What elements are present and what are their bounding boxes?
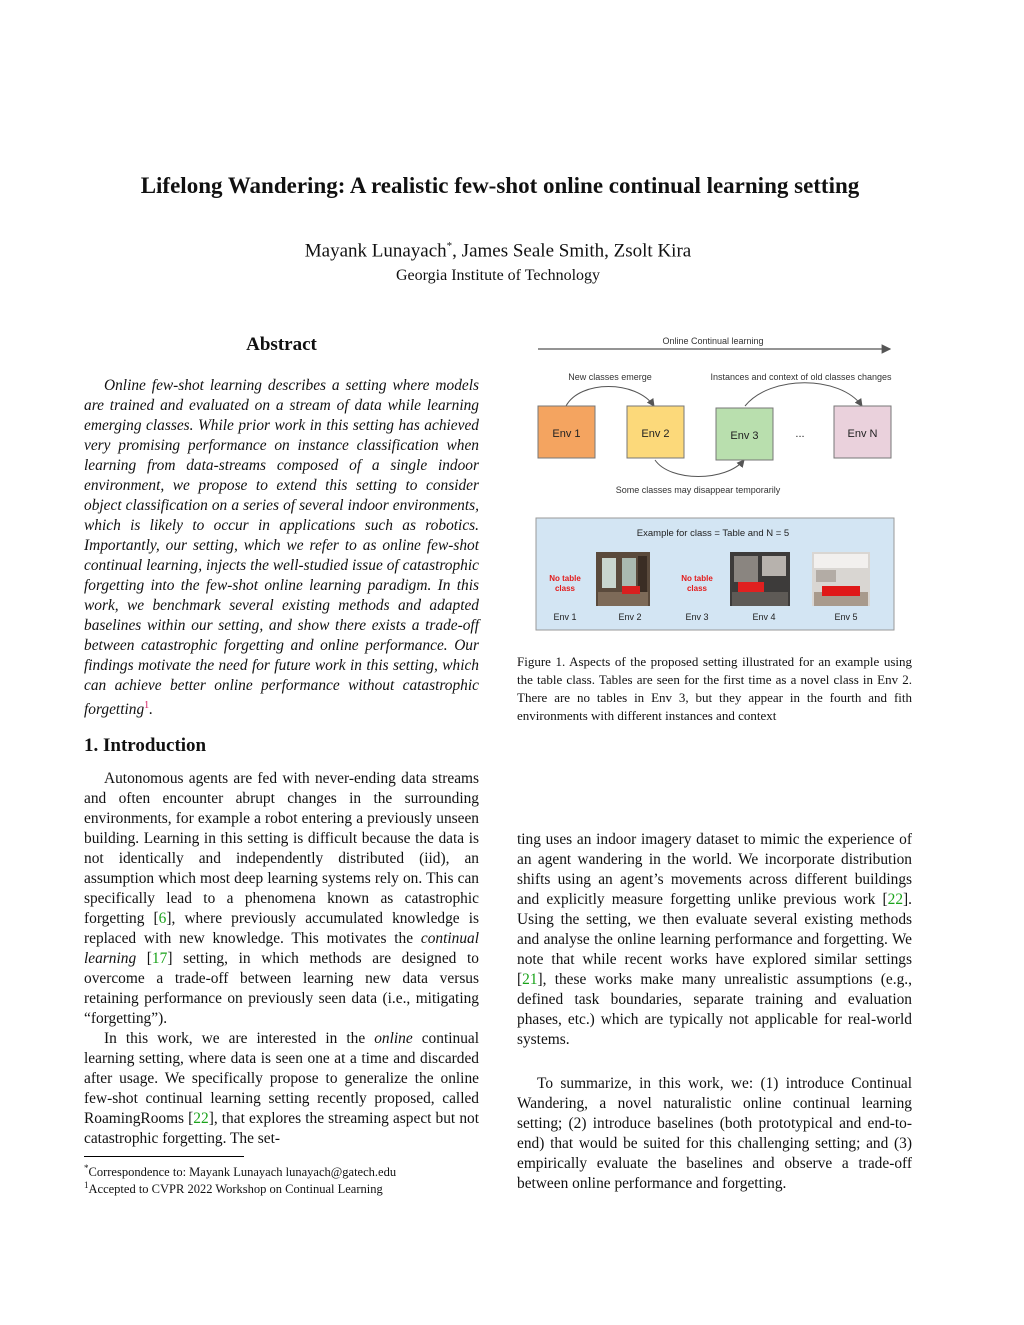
env-ellipsis: ... — [795, 428, 805, 440]
intro-p3-text: ], these works make many unrealistic assumptions (e.g., defined task boundaries, separate training and evaluation phases, etc.) which are typically not applicable for real-world systems. — [517, 971, 912, 1048]
abstract-heading: Abstract — [246, 334, 317, 355]
citation-link[interactable]: 6 — [158, 910, 167, 927]
figure-caption: Figure 1. Aspects of the proposed setting illustrated for an example using the table class. Tables are seen for the first time as a novel class in Env 2. There are no tables in Env 3, but they appear in the fourth and fith environments with different instances and context — [517, 654, 912, 723]
bottom-env-label: Env 3 — [685, 612, 709, 622]
online-cl-label: Online Continual learning — [662, 336, 764, 346]
intro-right-body — [517, 830, 912, 1050]
abstract-text: Online few-shot learning describes a setting where models are trained and evaluated on a stream of data while learning emerging classes. While prior work in this setting has achieved very promising performance on instance classification when learning from data-streams composed of a single indoor environment, we propose to extend this setting to consider object classification on a series of several indoor environments, which is likely to occur in applications such as robotics. Importantly, our setting, which we refer to as online few-shot continual learning, injects the well-studied issue of catastrophic forgetting into the few-shot online learning paradigm. In this work, we benchmark several existing methods and adapted baselines within our setting, and show there exists a trade-off between catastrophic forgetting and online performance. Our findings motivate the need for future work in this setting, which can achieve better online performance without catastrophic forgetting — [84, 377, 479, 719]
env-box-label: Env 3 — [730, 430, 759, 442]
author-rest: , James Seale Smith, Zsolt Kira — [452, 240, 692, 262]
intro-p1-text: ] setting, in which methods are designed to overcome a trade-off between learning new data versus retaining performance on previously seen data (i.e., mitigating “forgetting”). — [84, 950, 479, 1027]
abstract-paragraph — [84, 376, 479, 720]
author-mark: * — [446, 240, 453, 252]
bottom-env-label: Env 4 — [752, 612, 776, 622]
no-table-env3-line1: No table — [681, 574, 713, 583]
disappear-label: Some classes may disappear temporarily — [615, 485, 781, 495]
arc-env3-envn — [745, 383, 862, 406]
intro-paragraph-1 — [84, 769, 479, 1029]
arc-env2-env4 — [655, 460, 744, 477]
intro-paragraph-3 — [517, 830, 912, 1050]
author-first: Mayank Lunayach — [304, 240, 447, 262]
intro-left-body — [84, 769, 479, 1149]
env5-photo — [812, 552, 870, 606]
example-title: Example for class = Table and N = 5 — [636, 528, 790, 539]
citation-link[interactable]: 22 — [887, 891, 904, 908]
env-box-label: Env 1 — [552, 428, 581, 440]
footnote-1-text: Correspondence to: Mayank Lunayach lunayach@gatech.edu — [88, 1165, 397, 1180]
env-box-label: Env 2 — [641, 428, 670, 440]
abstract-end: . — [149, 701, 153, 719]
citation-link[interactable]: 17 — [151, 950, 168, 967]
footnote-1-mark: * — [84, 1163, 89, 1173]
abstract-body — [84, 376, 479, 720]
env-boxes — [538, 406, 891, 460]
citation-link[interactable]: 22 — [193, 1110, 209, 1127]
no-table-env1-line1: No table — [549, 574, 581, 583]
intro-p2-text: In this work, we are interested in the — [104, 1030, 375, 1047]
intro-p2-text: continual learning setting, where data is seen one at a time and discarded after usage. We specifically propose to generalize the online few-shot continual learning setting recently proposed, called RoamingRooms [ — [84, 1030, 479, 1127]
footnote-divider — [84, 1156, 244, 1157]
new-classes-label: New classes emerge — [568, 372, 652, 382]
no-table-env1-line2: class — [554, 584, 576, 593]
footnote-2-text: Accepted to CVPR 2022 Workshop on Continual Learning — [88, 1182, 383, 1197]
intro-p1-emphasis: continual learning — [84, 930, 479, 967]
footnote-link[interactable]: 1 — [144, 700, 150, 711]
figure-1 — [530, 330, 900, 632]
bottom-env-label: Env 1 — [553, 612, 577, 622]
footnote-2-mark: 1 — [84, 1180, 89, 1190]
no-table-env3-line2: class — [686, 584, 708, 593]
bottom-env-label: Env 2 — [618, 612, 642, 622]
arc-env1-env2 — [566, 387, 654, 407]
intro-p1-text: ], where previously accumulated knowledge is replaced with new knowledge. This motivates the — [84, 910, 480, 947]
intro-p2-emphasis: online — [374, 1030, 413, 1047]
env2-photo — [596, 552, 650, 606]
intro-paragraph-4: To summarize, in this work, we: (1) introduce Continual Wandering, a novel naturalistic online continual learning setting; (2) introduce baselines (both prototypical and end-to-end) that would be suited for this challenging setting; and (3) empirically evaluate the baselines and observe a trade-off between online performance and forgetting. — [517, 1075, 912, 1192]
affiliation: Georgia Institute of Technology — [395, 267, 601, 284]
env4-photo — [730, 552, 790, 606]
paper-title: Lifelong Wandering: A realistic few-shot online continual learning setting — [140, 173, 860, 198]
intro-p3-text: ting uses an indoor imagery dataset to mimic the experience of an agent wandering in the world. We incorporate distribution shifts using an agent’s movements across different buildings and explicitly measure forgetting unlike previous work [ — [517, 831, 912, 908]
instances-change-label: Instances and context of old classes changes — [710, 372, 892, 382]
intro-p3-text: ]. Using the setting, we then evaluate several existing methods and analyse the online learning performance and forgetting. We note that while recent works have explored similar settings [ — [517, 891, 912, 988]
intro-paragraph-2 — [84, 1029, 479, 1149]
author-list — [0, 240, 996, 262]
intro-p1-text: Autonomous agents are fed with never-ending data streams and often encounter abrupt changes in the surrounding environments, for example a robot entering a previously unseen building. Learning in this setting is difficult because the data is not identically and independently distributed (iid), an assumption which most deep learning systems rely on. This can specifically lead to a phenomena known as catastrophic forgetting [ — [84, 770, 479, 927]
env-box-label: Env N — [847, 428, 878, 440]
intro-p1-text: [ — [136, 950, 152, 967]
intro-heading: 1. Introduction — [84, 735, 207, 756]
citation-link[interactable]: 21 — [522, 971, 538, 988]
footnote-2 — [84, 1178, 484, 1197]
summary-body — [517, 1074, 912, 1194]
bottom-env-label: Env 5 — [834, 612, 858, 622]
intro-p2-text: ], that explores the streaming aspect but not catastrophic forgetting. The set- — [84, 1110, 479, 1147]
